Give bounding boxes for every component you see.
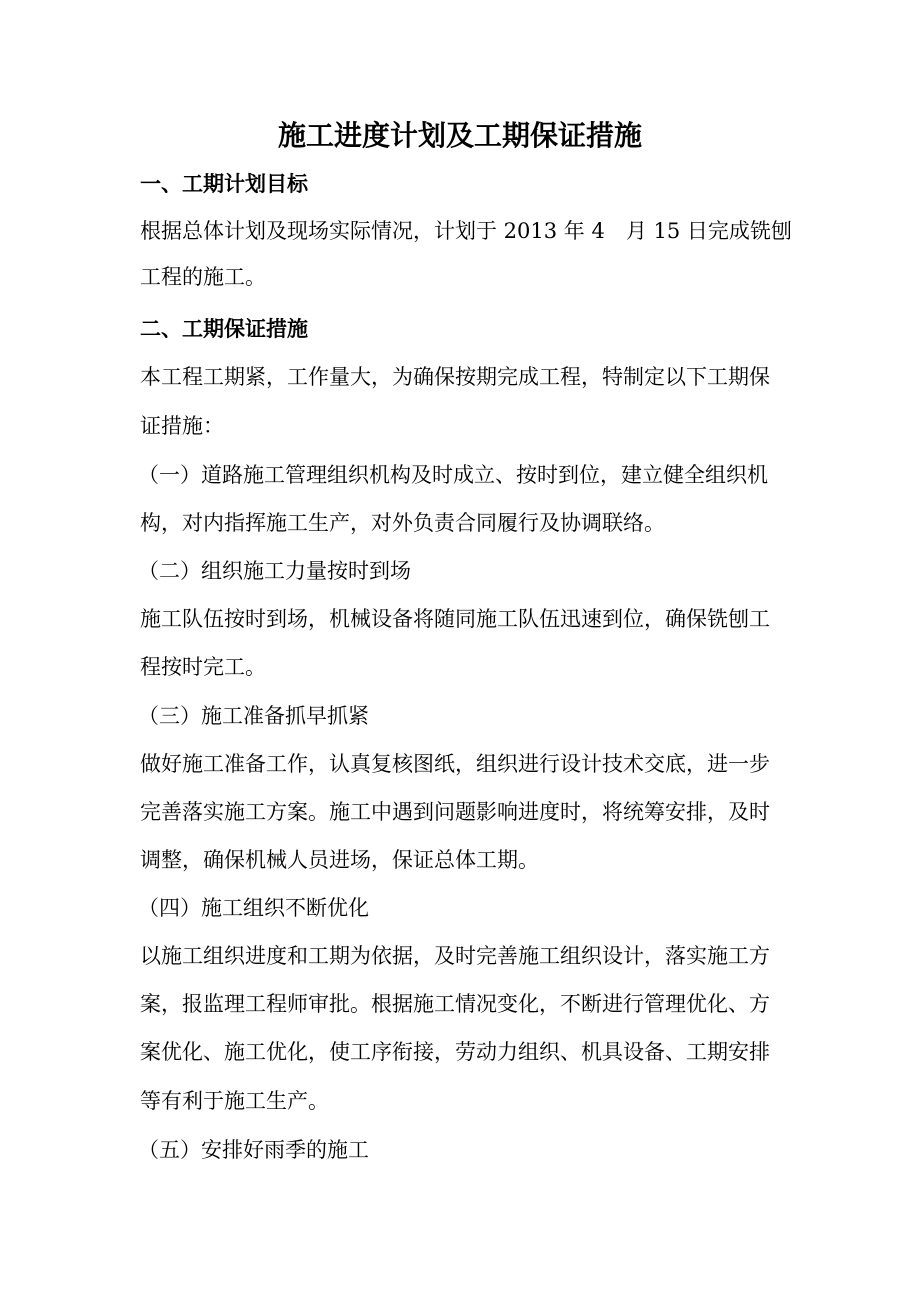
subheading-item-5: （五）安排好雨季的施工 [138, 1138, 369, 1162]
paragraph-line: 以施工组织进度和工期为依据，及时完善施工组织设计，落实施工方 [140, 944, 770, 968]
section-heading-schedule-measures: 二、工期保证措施 [140, 317, 308, 341]
paragraph-line: 构，对内指挥施工生产，对外负责合同履行及协调联络。 [140, 511, 665, 535]
paragraph-line: 完善落实施工方案。施工中遇到问题影响进度时，将统筹安排，及时 [140, 800, 770, 824]
paragraph-line: （一）道路施工管理组织机构及时成立、按时到位，建立健全组织机 [138, 463, 768, 487]
paragraph-line: 证措施： [140, 414, 224, 438]
subheading-item-2: （二）组织施工力量按时到场 [138, 559, 411, 583]
paragraph-line: 根据总体计划及现场实际情况，计划于 2013 年 4 月 15 日完成铣刨 [140, 219, 792, 243]
paragraph-line: 工程的施工。 [140, 265, 266, 289]
paragraph-line: 案优化、施工优化，使工序衔接，劳动力组织、机具设备、工期安排 [140, 1040, 770, 1064]
subheading-item-4: （四）施工组织不断优化 [138, 896, 369, 920]
page-title: 施工进度计划及工期保证措施 [277, 119, 642, 152]
paragraph-line: 施工队伍按时到场，机械设备将随同施工队伍迅速到位，确保铣刨工 [140, 607, 770, 631]
paragraph-line: 做好施工准备工作，认真复核图纸，组织进行设计技术交底，进一步 [140, 752, 770, 776]
paragraph-line: 等有利于施工生产。 [140, 1089, 329, 1113]
section-heading-schedule-target: 一、工期计划目标 [140, 172, 308, 196]
paragraph-line: 案，报监理工程师审批。根据施工情况变化，不断进行管理优化、方 [140, 992, 770, 1016]
paragraph-line: 调整，确保机械人员进场，保证总体工期。 [140, 848, 539, 872]
paragraph-line: 本工程工期紧，工作量大，为确保按期完成工程，特制定以下工期保 [140, 365, 770, 389]
subheading-item-3: （三）施工准备抓早抓紧 [138, 704, 369, 728]
paragraph-line: 程按时完工。 [140, 655, 266, 679]
